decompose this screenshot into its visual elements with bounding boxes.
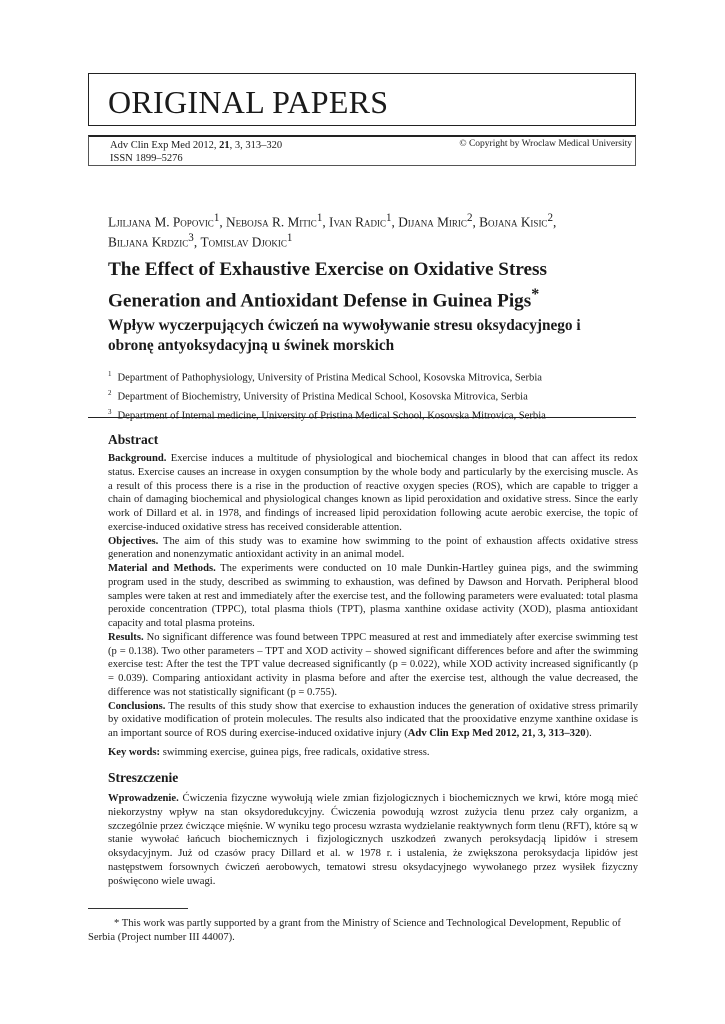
- section-banner-title: ORIGINAL PAPERS: [108, 84, 389, 120]
- abstract-methods: Material and Methods. The experiments were conducted on 10 male Dunkin-Hartley guinea pigs, and the swimming program used in the study, described as swimming to exhaustion, was defined by Dawson and Horvath. Peripheral blood samples were taken at rest and immediately after the exercise test, and the following parameters were evaluated: total plasma peroxide concentration (TPPC), total plasma thiols (TPT), plasma xanthine oxidase activity (XOD), plasma antioxidant capacity and total plasma proteins.: [108, 563, 638, 629]
- author-affil-mark: 1: [385, 212, 392, 224]
- author-list: Ljiljana M. Popovic$^1$, Nebojsa R. Mitic$^1$, Ivan Radic$^1$, Dijana Miric$^2$, Bojana Kisic$^2$, Biljana Krdzic$^3$, Tomislav Djokic$^1$: [108, 212, 557, 250]
- author-name: Biljana Krdzic: [108, 234, 189, 250]
- streszczenie-heading: Streszczenie: [108, 770, 179, 785]
- funding-footnote: * This work was partly supported by a grant from the Ministry of Science and Technological Development, Republic of Serbia (Project number III 44007).: [88, 918, 621, 943]
- abstract-results: Results. No significant difference was found between TPPC measured at rest and immediately after exercise swimming test (p = 0.138). Two other parameters – TPT and XOD activity – showed significant differences before and after the swimming exercise test: After the test the TPT value decreased significantly (p = 0.022), while XOD activity increased significantly (p = 0.039). Comparing antioxidant activity in plasma before and after the exercise test, although the value decreased, the difference was not statistically significant (p = 0.755).: [108, 631, 638, 698]
- author-name: Bojana Kisic: [479, 214, 548, 230]
- author-affil-mark: 1: [316, 212, 323, 224]
- journal-citation: [110, 139, 282, 165]
- author-affil-mark: 2: [547, 212, 553, 224]
- article-title: The Effect of Exhaustive Exercise on Oxidative Stress Generation and Antioxidant Defense in Guinea Pigs*: [108, 259, 547, 312]
- header-divider: [88, 417, 636, 418]
- footnote-divider: [88, 908, 188, 909]
- author-affil-mark: 1: [213, 212, 220, 224]
- author-affil-mark: 1: [286, 232, 293, 245]
- author-name: Tomislav Djokic: [200, 234, 287, 250]
- citation-issn: ISSN 1899–5276: [110, 153, 183, 164]
- author-name: Dijana Miric: [398, 214, 467, 230]
- title-footnote-mark: *: [531, 286, 540, 303]
- abstract-body: [108, 452, 638, 760]
- author-affil-mark: 3: [188, 232, 194, 245]
- streszczenie-body: Wprowadzenie. Ćwiczenia fizyczne wywołują wiele zmian fizjologicznych i biochemicznych we krwi, które mogą mieć niekorzystny wpływ na stan oksydoredukcyjny. Ćwiczenia powodują wzrost zużycia tlenu przez cały organizm, a szczególnie przez ćwiczące mięśnie. W wyniku tego procesu wzrasta wydzielanie reaktywnych form tlenu (RFT), które są w stanie wywołać łańcuch biochemicznych i fizjologicznych uszkodzeń zwanych peroksydacją lipidów i stresem oksydacyjnym. Już od czasów pracy Dillard et al. w 1978 r. i ustalenia, że zwiększona peroksydacja lipidów jest następstwem forsownych ćwiczeń aerobowych, tematowi stresu oksydacyjnego wywołanego przez wysiłek fizyczny poświęcono wiele uwagi.: [108, 793, 638, 887]
- copyright-notice: © Copyright by Wroclaw Medical University: [459, 139, 632, 149]
- affiliation-item: $^2$ Department of Biochemistry, University of Pristina Medical School, Kosovska Mitrovica, Serbia: [108, 388, 528, 403]
- abstract-background: Background. Exercise induces a multitude of physiological and biochemical changes in blood that can affect its redox status. Exercise causes an increase in oxygen consumption by the whole body and particularly by the exercising muscle. As a result of this process there is a rise in the production of reactive oxygen species (ROS), which are capable to trigger a chain of damaging biochemical and physiological changes known as lipid peroxidation and oxidative stress. Since the early work of Dillard et al. in 1978, and findings of increased lipid peroxidation following acute aerobic exercise, the topic of exercise-induced oxidative stress has received considerable attention.: [108, 453, 638, 533]
- citation-volume: 21: [219, 140, 230, 151]
- author-name: Nebojsa R. Mitic: [226, 214, 317, 230]
- abstract-objectives: Objectives. The aim of this study was to examine how swimming to the point of exhaustion affects oxidative stress generation and nonenzymatic antioxidant activity in an animal model.: [108, 535, 638, 561]
- author-name: Ljiljana M. Popovic: [108, 214, 214, 230]
- keywords: Key words: swimming exercise, guinea pigs, free radicals, oxidative stress.: [108, 746, 430, 758]
- affiliation-list: [108, 367, 638, 424]
- abstract-heading: Abstract: [108, 432, 159, 447]
- citation-line-1: Adv Clin Exp Med 2012, 21, 3, 313–320: [110, 140, 283, 151]
- affiliation-item: $^1$ Department of Pathophysiology, University of Pristina Medical School, Kosovska Mitrovica, Serbia: [108, 370, 542, 384]
- author-name: Ivan Radic: [329, 214, 386, 230]
- author-affil-mark: 2: [466, 212, 473, 224]
- article-title-polish: Wpływ wyczerpujących ćwiczeń na wywoływanie stresu oksydacyjnego i obronę antyoksydacyjną u świnek morskich: [108, 317, 581, 354]
- affiliation-item: $^3$ Department of Internal medicine, University of Pristina Medical School, Kosovska Mitrovica, Serbia: [108, 407, 546, 422]
- abstract-conclusions: Conclusions. The results of this study show that exercise to exhaustion induces the generation of oxidative stress primarily by oxidative modification of protein molecules. The results also indicated that the prooxidative enzyme xanthine oxidase is an important source of ROS during exercise-induced oxidative injury (Adv Clin Exp Med 2012, 21, 3, 313–320).: [108, 700, 638, 739]
